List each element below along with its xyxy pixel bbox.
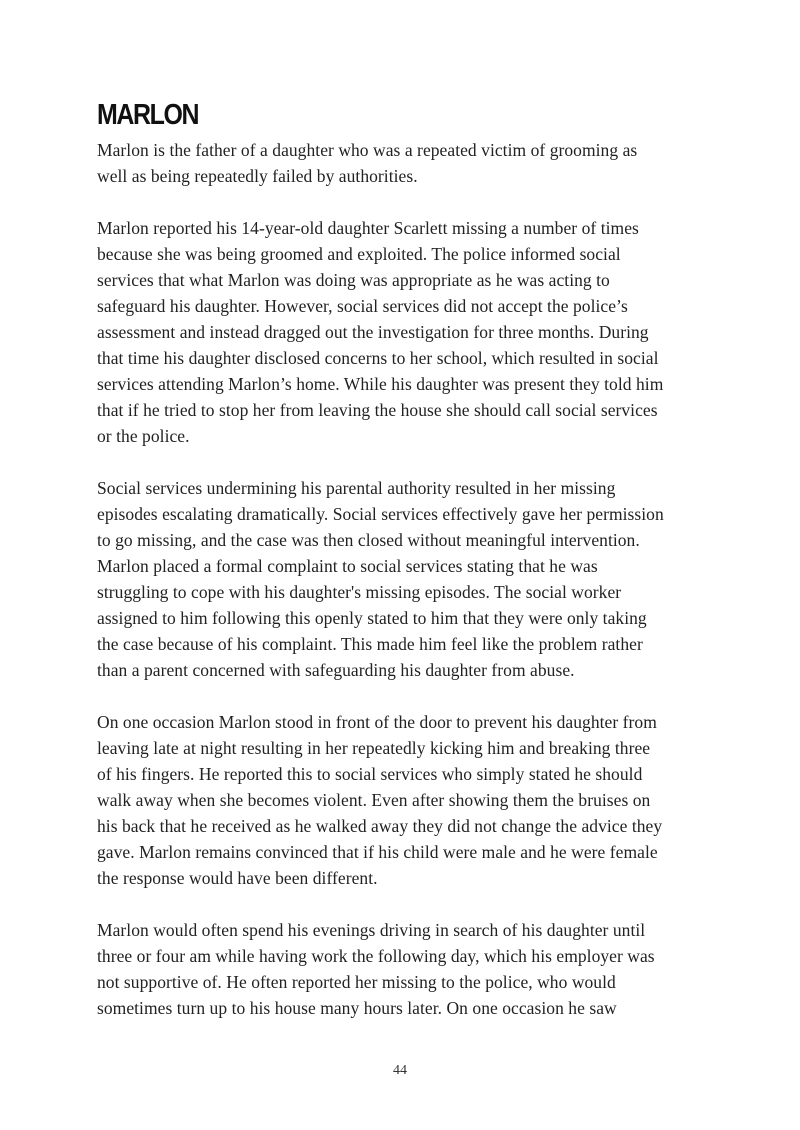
paragraph: [97, 709, 707, 891]
text-line: that time his daughter disclosed concerns to her school, which resulted in social: [97, 348, 659, 368]
text-line: episodes escalating dramatically. Social services effectively gave her permission: [97, 504, 664, 524]
page-number: 44: [393, 1063, 407, 1078]
text-line: services attending Marlon’s home. While his daughter was present they told him: [97, 374, 664, 394]
text-line: Marlon reported his 14-year-old daughter Scarlett missing a number of times: [97, 218, 639, 238]
text-line: Marlon would often spend his evenings driving in search of his daughter until: [97, 920, 646, 940]
paragraph: [97, 917, 707, 1021]
text-line: to go missing, and the case was then closed without meaningful intervention.: [97, 530, 640, 550]
paragraph: [97, 475, 707, 683]
text-line: of his fingers. He reported this to social services who simply stated he should: [97, 764, 643, 784]
text-line: not supportive of. He often reported her missing to the police, who would: [97, 972, 616, 992]
text-line: sometimes turn up to his house many hours later. On one occasion he saw: [97, 998, 617, 1018]
text-line: On one occasion Marlon stood in front of the door to prevent his daughter from: [97, 712, 657, 732]
text-line: or the police.: [97, 426, 190, 446]
text-line: the case because of his complaint. This made him feel like the problem rather: [97, 634, 643, 654]
text-line: assessment and instead dragged out the investigation for three months. During: [97, 322, 649, 342]
text-line: services that what Marlon was doing was appropriate as he was acting to: [97, 270, 610, 290]
text-line: because she was being groomed and exploited. The police informed social: [97, 244, 621, 264]
text-line: the response would have been different.: [97, 868, 378, 888]
text-line: struggling to cope with his daughter's missing episodes. The social worker: [97, 582, 622, 602]
text-line: leaving late at night resulting in her repeatedly kicking him and breaking three: [97, 738, 651, 758]
text-line: walk away when she becomes violent. Even after showing them the bruises on: [97, 790, 651, 810]
text-line: three or four am while having work the following day, which his employer was: [97, 946, 655, 966]
text-line: Social services undermining his parental authority resulted in her missing: [97, 478, 616, 498]
text-line: safeguard his daughter. However, social services did not accept the police’s: [97, 296, 628, 316]
text-line: his back that he received as he walked away they did not change the advice they: [97, 816, 663, 836]
text-line: that if he tried to stop her from leaving the house she should call social services: [97, 400, 658, 420]
paragraph: [97, 215, 707, 449]
page-title: MARLON: [97, 99, 199, 131]
body-text: [97, 137, 707, 1047]
text-line: Marlon placed a formal complaint to social services stating that he was: [97, 556, 598, 576]
text-line: assigned to him following this openly stated to him that they were only taking: [97, 608, 647, 628]
paragraph: [97, 137, 707, 189]
text-line: Marlon is the father of a daughter who was a repeated victim of grooming as: [97, 140, 638, 160]
text-line: gave. Marlon remains convinced that if his child were male and he were female: [97, 842, 658, 862]
text-line: well as being repeatedly failed by authorities.: [97, 166, 418, 186]
text-line: than a parent concerned with safeguarding his daughter from abuse.: [97, 660, 575, 680]
